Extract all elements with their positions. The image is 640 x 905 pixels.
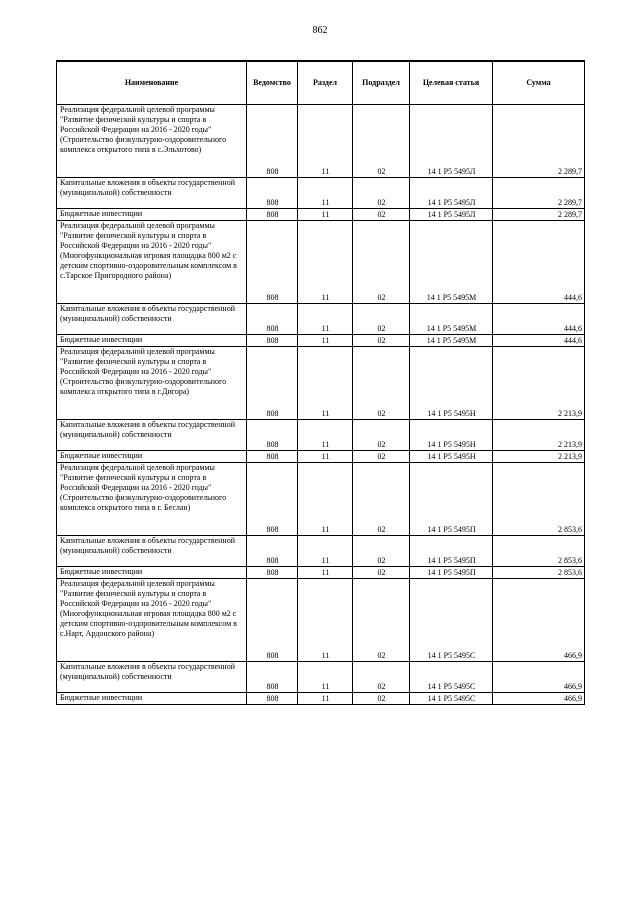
cell-vedomstvo: 808 <box>247 451 298 463</box>
cell-name: Капитальные вложения в объекты государственной (муниципальной) собственности <box>57 536 247 567</box>
cell-vedomstvo: 808 <box>247 335 298 347</box>
table-row <box>57 693 585 705</box>
cell-podrazdel: 02 <box>353 567 410 579</box>
cell-name: Реализация федеральной целевой программы "Развитие физической культуры и спорта в Российской Федерации на 2016 - 2020 годы"(Многофункциональная игровая площадка 800 м2 с детским спортивно-оздоровительным комплексом в с.Тарское Пригородного района) <box>57 221 247 304</box>
cell-celevaya-statya: 14 1 Р5 5495П <box>410 463 493 536</box>
cell-podrazdel: 02 <box>353 221 410 304</box>
cell-razdel: 11 <box>298 221 353 304</box>
header-celevaya-statya: Целевая статья <box>410 61 493 105</box>
cell-razdel: 11 <box>298 304 353 335</box>
table-row <box>57 304 585 335</box>
table-row <box>57 567 585 579</box>
table-body <box>57 105 585 705</box>
table-row <box>57 579 585 662</box>
cell-name: Бюджетные инвестиции <box>57 567 247 579</box>
cell-vedomstvo: 808 <box>247 347 298 420</box>
cell-vedomstvo: 808 <box>247 304 298 335</box>
cell-podrazdel: 02 <box>353 451 410 463</box>
cell-name: Бюджетные инвестиции <box>57 693 247 705</box>
cell-summa: 444,6 <box>493 335 585 347</box>
cell-celevaya-statya: 14 1 Р5 5495Н <box>410 347 493 420</box>
cell-summa: 2 853,6 <box>493 567 585 579</box>
cell-name: Бюджетные инвестиции <box>57 209 247 221</box>
table-row <box>57 105 585 178</box>
table-row <box>57 451 585 463</box>
cell-summa: 466,9 <box>493 693 585 705</box>
cell-razdel: 11 <box>298 209 353 221</box>
header-podrazdel: Подраздел <box>353 61 410 105</box>
cell-razdel: 11 <box>298 420 353 451</box>
cell-vedomstvo: 808 <box>247 178 298 209</box>
cell-name: Реализация федеральной целевой программы "Развитие физической культуры и спорта в Российской Федерации на 2016 - 2020 годы"(Строительство физкультурно-оздоровительного комплекса открытого типа в с.Эльхотово) <box>57 105 247 178</box>
cell-razdel: 11 <box>298 451 353 463</box>
cell-celevaya-statya: 14 1 Р5 5495М <box>410 221 493 304</box>
cell-summa: 2 853,6 <box>493 536 585 567</box>
cell-razdel: 11 <box>298 463 353 536</box>
cell-razdel: 11 <box>298 335 353 347</box>
table-row <box>57 221 585 304</box>
cell-summa: 2 289,7 <box>493 209 585 221</box>
cell-podrazdel: 02 <box>353 579 410 662</box>
cell-summa: 2 289,7 <box>493 178 585 209</box>
cell-podrazdel: 02 <box>353 693 410 705</box>
cell-vedomstvo: 808 <box>247 662 298 693</box>
table-row <box>57 178 585 209</box>
cell-vedomstvo: 808 <box>247 420 298 451</box>
header-vedomstvo: Ведомство <box>247 61 298 105</box>
table-row <box>57 347 585 420</box>
cell-celevaya-statya: 14 1 Р5 5495Л <box>410 178 493 209</box>
table-row <box>57 335 585 347</box>
table-row <box>57 463 585 536</box>
cell-razdel: 11 <box>298 105 353 178</box>
cell-summa: 2 213,9 <box>493 420 585 451</box>
cell-podrazdel: 02 <box>353 536 410 567</box>
cell-podrazdel: 02 <box>353 209 410 221</box>
cell-summa: 466,9 <box>493 662 585 693</box>
cell-name: Капитальные вложения в объекты государственной (муниципальной) собственности <box>57 420 247 451</box>
cell-celevaya-statya: 14 1 Р5 5495П <box>410 567 493 579</box>
cell-vedomstvo: 808 <box>247 209 298 221</box>
table-header-row <box>57 61 585 105</box>
cell-name: Капитальные вложения в объекты государственной (муниципальной) собственности <box>57 178 247 209</box>
cell-summa: 444,6 <box>493 221 585 304</box>
header-name: Наименование <box>57 61 247 105</box>
cell-podrazdel: 02 <box>353 178 410 209</box>
header-razdel: Раздел <box>298 61 353 105</box>
cell-razdel: 11 <box>298 567 353 579</box>
budget-table <box>56 60 585 705</box>
cell-summa: 2 289,7 <box>493 105 585 178</box>
cell-vedomstvo: 808 <box>247 579 298 662</box>
cell-celevaya-statya: 14 1 Р5 5495М <box>410 335 493 347</box>
cell-razdel: 11 <box>298 693 353 705</box>
table-row <box>57 420 585 451</box>
cell-podrazdel: 02 <box>353 662 410 693</box>
cell-celevaya-statya: 14 1 Р5 5495М <box>410 304 493 335</box>
cell-name: Реализация федеральной целевой программы "Развитие физической культуры и спорта в Российской Федерации на 2016 - 2020 годы"(Строительство физкультурно-оздоровительного комплекса открытого типа в г.Дигора) <box>57 347 247 420</box>
cell-vedomstvo: 808 <box>247 221 298 304</box>
cell-podrazdel: 02 <box>353 347 410 420</box>
cell-name: Капитальные вложения в объекты государственной (муниципальной) собственности <box>57 662 247 693</box>
cell-podrazdel: 02 <box>353 304 410 335</box>
cell-vedomstvo: 808 <box>247 536 298 567</box>
cell-name: Бюджетные инвестиции <box>57 451 247 463</box>
cell-summa: 2 213,9 <box>493 347 585 420</box>
cell-podrazdel: 02 <box>353 463 410 536</box>
cell-summa: 2 853,6 <box>493 463 585 536</box>
cell-name: Реализация федеральной целевой программы "Развитие физической культуры и спорта в Российской Федерации на 2016 - 2020 годы"(Строительство физкультурно-оздоровительного комплекса открытого типа в г. Беслан) <box>57 463 247 536</box>
cell-name: Бюджетные инвестиции <box>57 335 247 347</box>
table-row <box>57 209 585 221</box>
cell-vedomstvo: 808 <box>247 463 298 536</box>
table-row <box>57 536 585 567</box>
cell-razdel: 11 <box>298 579 353 662</box>
cell-vedomstvo: 808 <box>247 567 298 579</box>
cell-razdel: 11 <box>298 178 353 209</box>
cell-celevaya-statya: 14 1 Р5 5495Н <box>410 420 493 451</box>
cell-podrazdel: 02 <box>353 335 410 347</box>
cell-vedomstvo: 808 <box>247 105 298 178</box>
cell-name: Капитальные вложения в объекты государственной (муниципальной) собственности <box>57 304 247 335</box>
cell-podrazdel: 02 <box>353 105 410 178</box>
cell-celevaya-statya: 14 1 Р5 5495С <box>410 579 493 662</box>
cell-vedomstvo: 808 <box>247 693 298 705</box>
cell-razdel: 11 <box>298 347 353 420</box>
cell-name: Реализация федеральной целевой программы "Развитие физической культуры и спорта в Российской Федерации на 2016 - 2020 годы"(Многофункциональная игровая площадка 800 м2 с детским спортивно-оздоровительным комплексом в с.Нарт, Ардонского района) <box>57 579 247 662</box>
header-summa: Сумма <box>493 61 585 105</box>
cell-podrazdel: 02 <box>353 420 410 451</box>
cell-summa: 2 213,9 <box>493 451 585 463</box>
cell-celevaya-statya: 14 1 Р5 5495С <box>410 662 493 693</box>
cell-razdel: 11 <box>298 662 353 693</box>
cell-razdel: 11 <box>298 536 353 567</box>
cell-summa: 466,9 <box>493 579 585 662</box>
cell-celevaya-statya: 14 1 Р5 5495П <box>410 536 493 567</box>
table-row <box>57 662 585 693</box>
cell-celevaya-statya: 14 1 Р5 5495Н <box>410 451 493 463</box>
cell-celevaya-statya: 14 1 Р5 5495Л <box>410 105 493 178</box>
page-number: 862 <box>312 25 328 36</box>
cell-celevaya-statya: 14 1 Р5 5495С <box>410 693 493 705</box>
cell-celevaya-statya: 14 1 Р5 5495Л <box>410 209 493 221</box>
cell-summa: 444,6 <box>493 304 585 335</box>
